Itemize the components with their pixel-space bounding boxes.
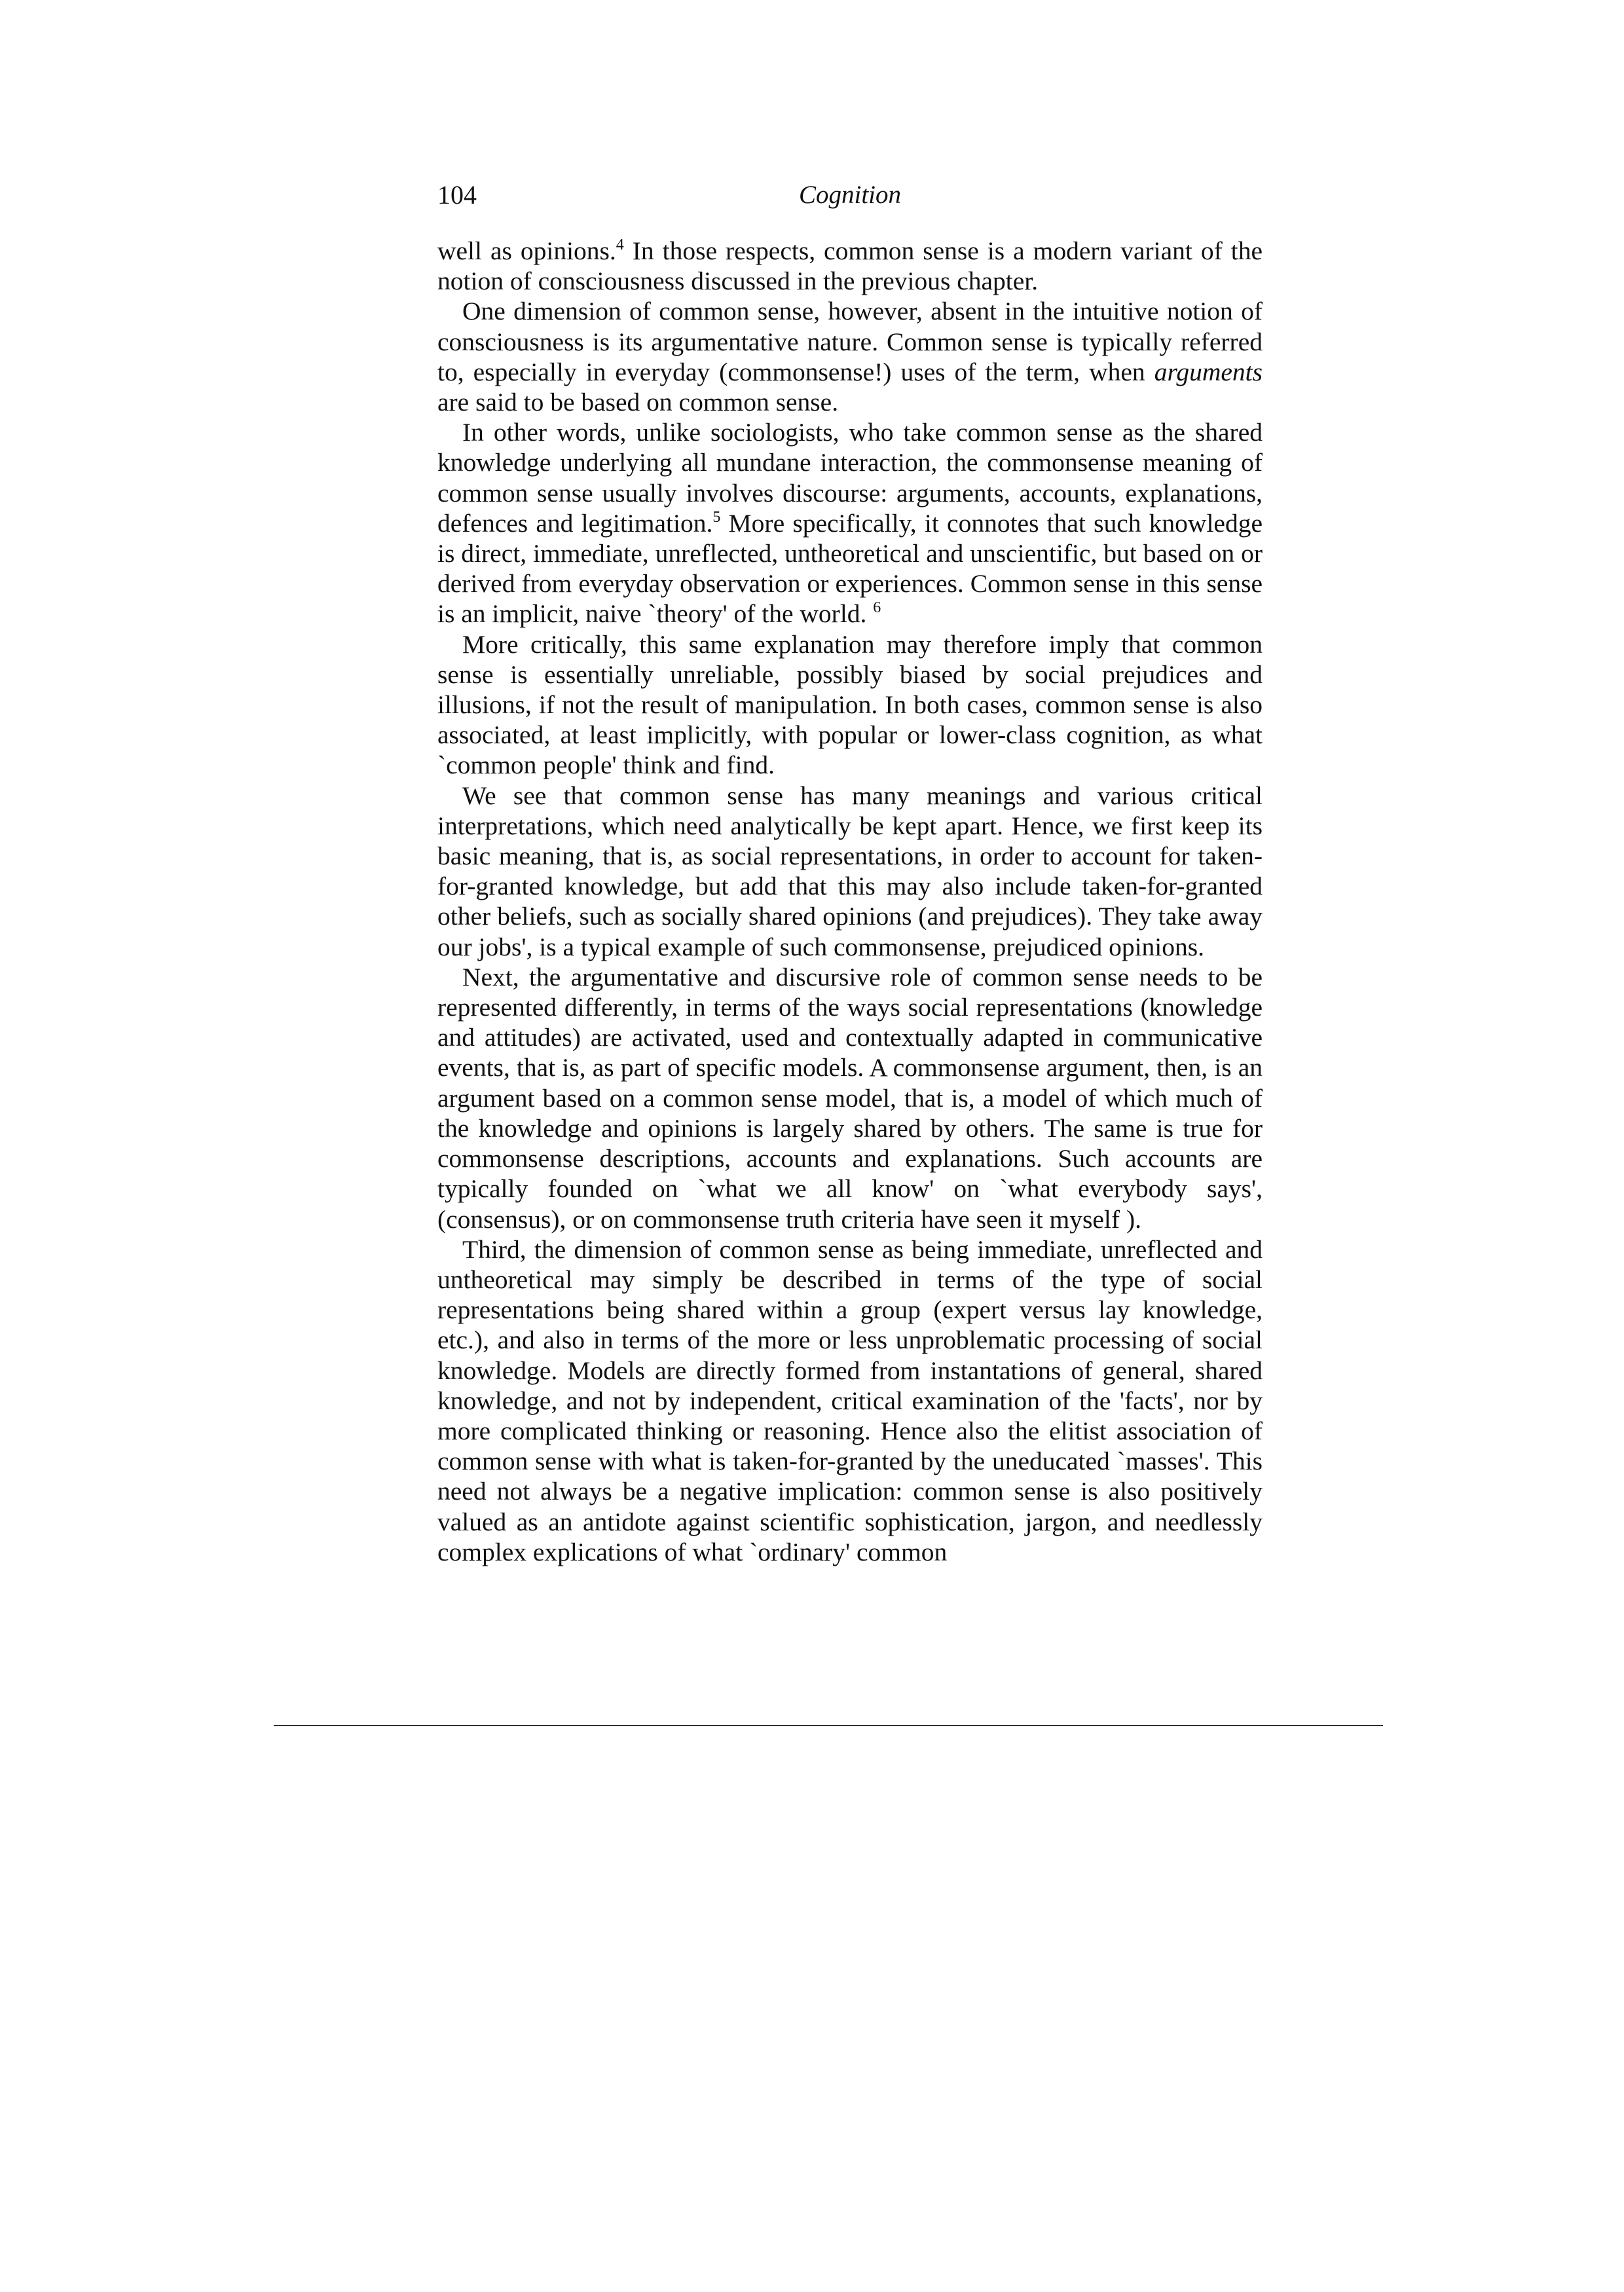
paragraph-4: More critically, this same explanation may therefore imply that common sense is essentially unreliable, possibly biased by social prejudices and illusions, if not the result of manipulation. In both cases, common sense is also associated, at least implicitly, with popular or lower-class cognition, as what `common people' think and find.	[437, 629, 1263, 780]
footer-rule	[274, 1725, 1383, 1726]
emphasized-word: arguments	[1154, 357, 1263, 386]
paragraph-7: Third, the dimension of common sense as being immediate, unreflected and untheoretical may simply be described in terms of the type of social representations being shared within a group (expert versus lay knowledge, etc.), and also in terms of the more or less unproblematic processing of social knowledge. Models are directly formed from instantations of general, shared knowledge, and not by independent, critical examination of the 'facts', nor by more complicated thinking or reasoning. Hence also the elitist association of common sense with what is taken-for-granted by the uneducated `masses'. This need not always be a negative implication: common sense is also positively valued as an antidote against scientific sophistication, jargon, and needlessly complex explications of what `ordinary' common	[437, 1234, 1263, 1566]
paragraph-6: Next, the argumentative and discursive role of common sense needs to be represented differently, in terms of the ways social representations (knowledge and attitudes) are activated, used and contextually adapted in communicative events, that is, as part of specific models. A commonsense argument, then, is an argument based on a common sense model, that is, a model of which much of the knowledge and opinions is largely shared by others. The same is true for commonsense descriptions, accounts and explanations. Such accounts are typically founded on `what we all know' on `what everybody says', (consensus), or on commonsense truth criteria have seen it myself ).	[437, 962, 1263, 1234]
running-title: Cognition	[798, 181, 902, 209]
paragraph-1	[437, 236, 1263, 296]
paragraph-text: More specifically, it connotes that such knowledge is direct, immediate, unreflected, untheoretical and unscientific, but based on or derived from everyday observation or experiences. Common sense in this sense is an implicit, naive `theory' of the world.	[437, 508, 1263, 629]
footnote-marker: 6	[873, 599, 881, 617]
footnote-marker: 5	[712, 508, 721, 526]
paragraph-text: well as opinions.	[437, 236, 616, 265]
paragraph-text: are said to be based on common sense.	[437, 388, 839, 417]
paragraph-2	[437, 296, 1263, 417]
page-number: 104	[437, 180, 477, 210]
paragraph-3	[437, 417, 1263, 629]
paragraph-text: One dimension of common sense, however, absent in the intuitive notion of consciousness is its argumentative nature. Common sense is typically referred to, especially in everyday (commonsense!) uses of the term, when	[437, 297, 1263, 386]
page-header	[437, 176, 1263, 215]
paragraph-5: We see that common sense has many meanings and various critical interpretations, which need analytically be kept apart. Hence, we first keep its basic meaning, that is, as social representations, in order to account for taken-for-granted knowledge, but add that this may also include taken-for-granted other beliefs, such as socially shared opinions (and prejudices). They take away our jobs', is a typical example of such commonsense, prejudiced opinions.	[437, 781, 1263, 961]
paragraph-text: In other words, unlike sociologists, who take common sense as the shared knowledge underlying all mundane interaction, the commonsense meaning of common sense usually involves discourse: arguments, accounts, explanations, defences and legitimation.	[437, 418, 1263, 538]
footnote-marker: 4	[616, 236, 624, 253]
body-text	[437, 236, 1263, 1567]
paragraph-text: In those respects, common sense is a modern variant of the notion of consciousness discussed in the previous chapter.	[437, 236, 1263, 296]
